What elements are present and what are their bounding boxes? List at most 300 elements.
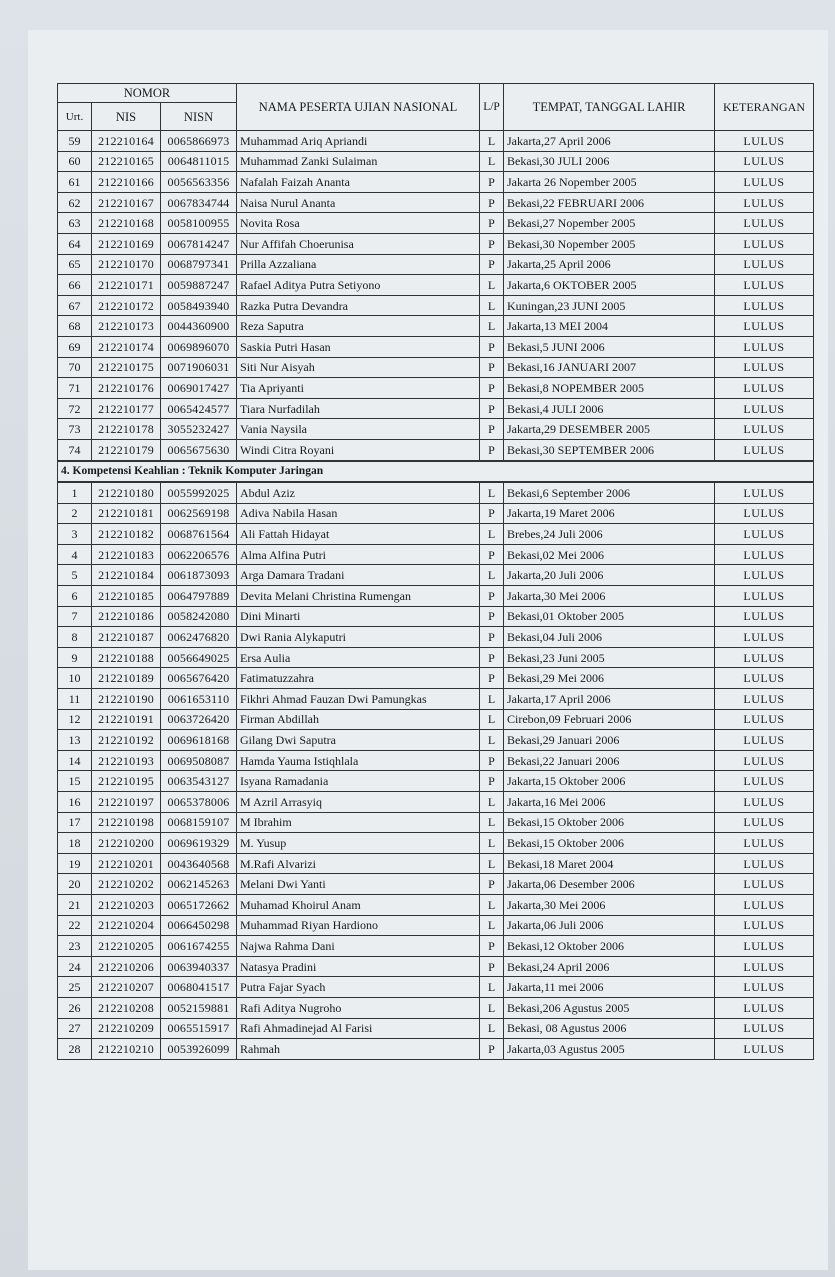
row-lp: P — [480, 398, 504, 419]
row-lp: P — [480, 647, 504, 668]
row-lp: L — [480, 894, 504, 915]
row-nama: Firman Abdillah — [237, 709, 480, 730]
row-number: 24 — [58, 956, 92, 977]
row-nis: 212210165 — [92, 151, 161, 172]
row-nama: Razka Putra Devandra — [237, 295, 480, 316]
table-row — [58, 606, 814, 627]
row-lp: P — [480, 439, 504, 460]
table-row — [58, 894, 814, 915]
row-nis: 212210190 — [92, 689, 161, 710]
row-keterangan: LULUS — [715, 565, 814, 586]
row-nama: Muhammad Zanki Sulaiman — [237, 151, 480, 172]
row-number: 13 — [58, 730, 92, 751]
row-keterangan: LULUS — [715, 357, 814, 378]
header-nomor: NOMOR — [58, 84, 237, 103]
row-nis: 212210167 — [92, 192, 161, 213]
row-nama: Adiva Nabila Hasan — [237, 503, 480, 524]
row-nama: Siti Nur Aisyah — [237, 357, 480, 378]
row-lp: L — [480, 833, 504, 854]
row-keterangan: LULUS — [715, 689, 814, 710]
row-nama: Alma Alfina Putri — [237, 544, 480, 565]
row-number: 70 — [58, 357, 92, 378]
row-nisn: 0064797889 — [161, 586, 237, 607]
row-keterangan: LULUS — [715, 503, 814, 524]
row-nis: 212210177 — [92, 398, 161, 419]
row-keterangan: LULUS — [715, 172, 814, 193]
row-nama: Rafael Aditya Putra Setiyono — [237, 275, 480, 296]
row-lp: P — [480, 192, 504, 213]
table-body-tkj-section — [58, 482, 814, 1059]
table-row — [58, 915, 814, 936]
row-number: 21 — [58, 894, 92, 915]
row-nama: Hamda Yauma Istiqhlala — [237, 750, 480, 771]
row-nisn: 0061873093 — [161, 565, 237, 586]
row-nama: Melani Dwi Yanti — [237, 874, 480, 895]
row-keterangan: LULUS — [715, 853, 814, 874]
row-nisn: 0052159881 — [161, 997, 237, 1018]
row-lp: L — [480, 915, 504, 936]
table-row — [58, 997, 814, 1018]
row-lp: L — [480, 997, 504, 1018]
row-nis: 212210201 — [92, 853, 161, 874]
row-number: 61 — [58, 172, 92, 193]
row-number: 65 — [58, 254, 92, 275]
row-nisn: 0064811015 — [161, 151, 237, 172]
row-ttl: Bekasi,8 NOPEMBER 2005 — [504, 378, 715, 399]
row-nis: 212210181 — [92, 503, 161, 524]
row-keterangan: LULUS — [715, 750, 814, 771]
row-keterangan: LULUS — [715, 894, 814, 915]
row-keterangan: LULUS — [715, 874, 814, 895]
row-nis: 212210183 — [92, 544, 161, 565]
row-nisn: 0063543127 — [161, 771, 237, 792]
row-nis: 212210193 — [92, 750, 161, 771]
row-lp: P — [480, 586, 504, 607]
table-row — [58, 627, 814, 648]
row-ttl: Jakarta,27 April 2006 — [504, 131, 715, 152]
row-number: 12 — [58, 709, 92, 730]
row-nama: Fikhri Ahmad Fauzan Dwi Pamungkas — [237, 689, 480, 710]
row-number: 18 — [58, 833, 92, 854]
row-nisn: 3055232427 — [161, 419, 237, 440]
row-nis: 212210184 — [92, 565, 161, 586]
row-lp: P — [480, 936, 504, 957]
row-ttl: Bekasi,29 Mei 2006 — [504, 668, 715, 689]
row-keterangan: LULUS — [715, 1039, 814, 1060]
row-keterangan: LULUS — [715, 730, 814, 751]
row-lp: P — [480, 1039, 504, 1060]
row-nis: 212210191 — [92, 709, 161, 730]
header-nisn: NISN — [161, 103, 237, 131]
row-number: 5 — [58, 565, 92, 586]
row-lp: P — [480, 378, 504, 399]
row-nis: 212210172 — [92, 295, 161, 316]
row-number: 59 — [58, 131, 92, 152]
row-number: 69 — [58, 336, 92, 357]
row-ttl: Jakarta,19 Maret 2006 — [504, 503, 715, 524]
row-keterangan: LULUS — [715, 378, 814, 399]
row-ttl: Bekasi, 08 Agustus 2006 — [504, 1018, 715, 1039]
row-nama: Natasya Pradini — [237, 956, 480, 977]
row-nisn: 0061674255 — [161, 936, 237, 957]
row-number: 4 — [58, 544, 92, 565]
row-nis: 212210192 — [92, 730, 161, 751]
row-lp: P — [480, 419, 504, 440]
row-ttl: Bekasi,12 Oktober 2006 — [504, 936, 715, 957]
row-nisn: 0053926099 — [161, 1039, 237, 1060]
row-lp: L — [480, 295, 504, 316]
row-ttl: Bekasi,4 JULI 2006 — [504, 398, 715, 419]
row-ttl: Bekasi,30 JULI 2006 — [504, 151, 715, 172]
table-row — [58, 812, 814, 833]
row-nisn: 0071906031 — [161, 357, 237, 378]
row-number: 74 — [58, 439, 92, 460]
row-nisn: 0068041517 — [161, 977, 237, 998]
row-lp: P — [480, 627, 504, 648]
row-number: 28 — [58, 1039, 92, 1060]
table-row — [58, 482, 814, 503]
table-row — [58, 151, 814, 172]
row-ttl: Bekasi,01 Oktober 2005 — [504, 606, 715, 627]
row-nis: 212210187 — [92, 627, 161, 648]
row-lp: P — [480, 956, 504, 977]
row-lp: P — [480, 606, 504, 627]
table-row — [58, 213, 814, 234]
row-nisn: 0058100955 — [161, 213, 237, 234]
row-nis: 212210185 — [92, 586, 161, 607]
row-keterangan: LULUS — [715, 771, 814, 792]
row-ttl: Kuningan,23 JUNI 2005 — [504, 295, 715, 316]
row-nama: Dwi Rania Alykaputri — [237, 627, 480, 648]
row-nisn: 0066450298 — [161, 915, 237, 936]
row-lp: P — [480, 771, 504, 792]
row-keterangan: LULUS — [715, 956, 814, 977]
table-row — [58, 254, 814, 275]
row-number: 73 — [58, 419, 92, 440]
row-nama: M. Yusup — [237, 833, 480, 854]
row-ttl: Bekasi,30 SEPTEMBER 2006 — [504, 439, 715, 460]
row-nis: 212210210 — [92, 1039, 161, 1060]
row-keterangan: LULUS — [715, 275, 814, 296]
row-lp: L — [480, 977, 504, 998]
row-nis: 212210180 — [92, 482, 161, 503]
row-nama: M Azril Arrasyiq — [237, 792, 480, 813]
row-nama: Isyana Ramadania — [237, 771, 480, 792]
table-row — [58, 689, 814, 710]
table-row — [58, 544, 814, 565]
row-keterangan: LULUS — [715, 936, 814, 957]
table-row — [58, 833, 814, 854]
row-number: 8 — [58, 627, 92, 648]
table-row — [58, 792, 814, 813]
row-keterangan: LULUS — [715, 524, 814, 545]
row-nisn: 0067814247 — [161, 233, 237, 254]
row-ttl: Jakarta,16 Mei 2006 — [504, 792, 715, 813]
row-ttl: Bekasi,6 September 2006 — [504, 482, 715, 503]
row-keterangan: LULUS — [715, 295, 814, 316]
row-nisn: 0069619329 — [161, 833, 237, 854]
table-body-previous-section — [58, 131, 814, 461]
row-number: 19 — [58, 853, 92, 874]
row-ttl: Bekasi,15 Oktober 2006 — [504, 812, 715, 833]
section-title: 4. Kompetensi Keahlian : Teknik Komputer Jaringan — [58, 461, 814, 483]
row-ttl: Jakarta,11 mei 2006 — [504, 977, 715, 998]
row-keterangan: LULUS — [715, 439, 814, 460]
row-nama: Najwa Rahma Dani — [237, 936, 480, 957]
row-keterangan: LULUS — [715, 131, 814, 152]
table-row — [58, 275, 814, 296]
row-lp: P — [480, 233, 504, 254]
row-nis: 212210168 — [92, 213, 161, 234]
row-nis: 212210166 — [92, 172, 161, 193]
row-number: 22 — [58, 915, 92, 936]
row-number: 10 — [58, 668, 92, 689]
table-row — [58, 439, 814, 460]
row-keterangan: LULUS — [715, 997, 814, 1018]
row-ttl: Bekasi,22 FEBRUARI 2006 — [504, 192, 715, 213]
row-ttl: Jakarta,6 OKTOBER 2005 — [504, 275, 715, 296]
row-keterangan: LULUS — [715, 419, 814, 440]
row-keterangan: LULUS — [715, 833, 814, 854]
row-nisn: 0065172662 — [161, 894, 237, 915]
table-row — [58, 316, 814, 337]
row-keterangan: LULUS — [715, 709, 814, 730]
row-ttl: Jakarta 26 Nopember 2005 — [504, 172, 715, 193]
table-row — [58, 419, 814, 440]
row-lp: P — [480, 668, 504, 689]
row-nisn: 0059887247 — [161, 275, 237, 296]
row-ttl: Bekasi,23 Juni 2005 — [504, 647, 715, 668]
table-header — [58, 84, 814, 131]
row-nama: Reza Saputra — [237, 316, 480, 337]
row-keterangan: LULUS — [715, 915, 814, 936]
graduation-table-container — [57, 83, 813, 1060]
row-ttl: Jakarta,13 MEI 2004 — [504, 316, 715, 337]
row-lp: L — [480, 482, 504, 503]
row-nama: Nafalah Faizah Ananta — [237, 172, 480, 193]
row-lp: P — [480, 254, 504, 275]
table-row — [58, 730, 814, 751]
header-keterangan: KETERANGAN — [715, 84, 814, 131]
row-ttl: Jakarta,06 Juli 2006 — [504, 915, 715, 936]
row-nisn: 0061653110 — [161, 689, 237, 710]
row-number: 71 — [58, 378, 92, 399]
row-number: 20 — [58, 874, 92, 895]
row-ttl: Jakarta,15 Oktober 2006 — [504, 771, 715, 792]
section-header-body — [58, 461, 814, 483]
table-row — [58, 874, 814, 895]
row-nama: Muhamad Khoirul Anam — [237, 894, 480, 915]
row-keterangan: LULUS — [715, 627, 814, 648]
row-lp: P — [480, 544, 504, 565]
row-nisn: 0068761564 — [161, 524, 237, 545]
table-row — [58, 295, 814, 316]
row-nisn: 0069017427 — [161, 378, 237, 399]
row-nis: 212210169 — [92, 233, 161, 254]
row-nisn: 0065675630 — [161, 439, 237, 460]
table-row — [58, 378, 814, 399]
row-nis: 212210173 — [92, 316, 161, 337]
row-lp: P — [480, 874, 504, 895]
table-row — [58, 709, 814, 730]
row-ttl: Bekasi,29 Januari 2006 — [504, 730, 715, 751]
row-nama: Saskia Putri Hasan — [237, 336, 480, 357]
row-lp: L — [480, 709, 504, 730]
row-keterangan: LULUS — [715, 254, 814, 275]
row-ttl: Bekasi,5 JUNI 2006 — [504, 336, 715, 357]
row-keterangan: LULUS — [715, 668, 814, 689]
row-nisn: 0043640568 — [161, 853, 237, 874]
row-nama: Rahmah — [237, 1039, 480, 1060]
row-nis: 212210188 — [92, 647, 161, 668]
row-nama: Rafi Ahmadinejad Al Farisi — [237, 1018, 480, 1039]
row-lp: P — [480, 503, 504, 524]
row-keterangan: LULUS — [715, 1018, 814, 1039]
row-nis: 212210207 — [92, 977, 161, 998]
row-lp: L — [480, 524, 504, 545]
row-nis: 212210202 — [92, 874, 161, 895]
row-lp: L — [480, 689, 504, 710]
row-nis: 212210179 — [92, 439, 161, 460]
row-nis: 212210164 — [92, 131, 161, 152]
row-keterangan: LULUS — [715, 192, 814, 213]
row-number: 26 — [58, 997, 92, 1018]
row-nisn: 0056563356 — [161, 172, 237, 193]
row-nisn: 0058242080 — [161, 606, 237, 627]
row-lp: L — [480, 853, 504, 874]
row-nis: 212210208 — [92, 997, 161, 1018]
table-row — [58, 398, 814, 419]
row-nama: Abdul Aziz — [237, 482, 480, 503]
row-lp: L — [480, 1018, 504, 1039]
row-nama: Dini Minarti — [237, 606, 480, 627]
row-lp: L — [480, 316, 504, 337]
row-nama: Vania Naysila — [237, 419, 480, 440]
row-number: 14 — [58, 750, 92, 771]
table-row — [58, 1039, 814, 1060]
row-lp: P — [480, 357, 504, 378]
row-ttl: Cirebon,09 Februari 2006 — [504, 709, 715, 730]
row-keterangan: LULUS — [715, 977, 814, 998]
row-number: 64 — [58, 233, 92, 254]
row-nama: M Ibrahim — [237, 812, 480, 833]
table-row — [58, 853, 814, 874]
row-nisn: 0069508087 — [161, 750, 237, 771]
row-nis: 212210209 — [92, 1018, 161, 1039]
row-number: 17 — [58, 812, 92, 833]
row-nisn: 0069896070 — [161, 336, 237, 357]
table-row — [58, 1018, 814, 1039]
row-keterangan: LULUS — [715, 316, 814, 337]
row-nisn: 0044360900 — [161, 316, 237, 337]
row-lp: P — [480, 172, 504, 193]
table-row — [58, 524, 814, 545]
header-urt: Urt. — [58, 103, 92, 131]
row-ttl: Bekasi,27 Nopember 2005 — [504, 213, 715, 234]
row-number: 66 — [58, 275, 92, 296]
row-ttl: Bekasi,16 JANUARI 2007 — [504, 357, 715, 378]
row-nama: Fatimatuzzahra — [237, 668, 480, 689]
row-nisn: 0065866973 — [161, 131, 237, 152]
row-nisn: 0065676420 — [161, 668, 237, 689]
table-row — [58, 565, 814, 586]
row-nis: 212210205 — [92, 936, 161, 957]
row-nama: Arga Damara Tradani — [237, 565, 480, 586]
row-nama: Devita Melani Christina Rumengan — [237, 586, 480, 607]
row-nis: 212210204 — [92, 915, 161, 936]
table-row — [58, 586, 814, 607]
row-nama: Ali Fattah Hidayat — [237, 524, 480, 545]
row-nis: 212210186 — [92, 606, 161, 627]
row-nis: 212210170 — [92, 254, 161, 275]
row-number: 60 — [58, 151, 92, 172]
row-nama: Nur Affifah Choerunisa — [237, 233, 480, 254]
row-nama: M.Rafi Alvarizi — [237, 853, 480, 874]
row-number: 9 — [58, 647, 92, 668]
row-nisn: 0062145263 — [161, 874, 237, 895]
row-number: 67 — [58, 295, 92, 316]
table-row — [58, 956, 814, 977]
row-ttl: Bekasi,30 Nopember 2005 — [504, 233, 715, 254]
row-ttl: Bekasi,22 Januari 2006 — [504, 750, 715, 771]
row-nama: Tiara Nurfadilah — [237, 398, 480, 419]
row-nama: Putra Fajar Syach — [237, 977, 480, 998]
row-lp: P — [480, 336, 504, 357]
row-number: 62 — [58, 192, 92, 213]
row-nis: 212210203 — [92, 894, 161, 915]
row-nisn: 0065515917 — [161, 1018, 237, 1039]
header-nama: NAMA PESERTA UJIAN NASIONAL — [237, 84, 480, 131]
row-ttl: Jakarta,30 Mei 2006 — [504, 586, 715, 607]
row-ttl: Brebes,24 Juli 2006 — [504, 524, 715, 545]
row-ttl: Bekasi,02 Mei 2006 — [504, 544, 715, 565]
row-keterangan: LULUS — [715, 482, 814, 503]
row-number: 27 — [58, 1018, 92, 1039]
row-lp: L — [480, 151, 504, 172]
row-number: 63 — [58, 213, 92, 234]
row-keterangan: LULUS — [715, 812, 814, 833]
row-nisn: 0055992025 — [161, 482, 237, 503]
table-row — [58, 647, 814, 668]
row-keterangan: LULUS — [715, 647, 814, 668]
row-ttl: Bekasi,24 April 2006 — [504, 956, 715, 977]
header-ttl: TEMPAT, TANGGAL LAHIR — [504, 84, 715, 131]
table-row — [58, 357, 814, 378]
row-number: 16 — [58, 792, 92, 813]
row-keterangan: LULUS — [715, 398, 814, 419]
row-number: 72 — [58, 398, 92, 419]
row-nisn: 0065378006 — [161, 792, 237, 813]
graduation-table — [57, 83, 814, 1060]
table-row — [58, 977, 814, 998]
row-nisn: 0068797341 — [161, 254, 237, 275]
row-number: 11 — [58, 689, 92, 710]
table-row — [58, 668, 814, 689]
row-lp: L — [480, 565, 504, 586]
row-nisn: 0067834744 — [161, 192, 237, 213]
row-number: 2 — [58, 503, 92, 524]
row-nama: Prilla Azzaliana — [237, 254, 480, 275]
row-keterangan: LULUS — [715, 792, 814, 813]
row-nama: Rafi Aditya Nugroho — [237, 997, 480, 1018]
row-keterangan: LULUS — [715, 586, 814, 607]
row-nisn: 0068159107 — [161, 812, 237, 833]
row-nama: Tia Apriyanti — [237, 378, 480, 399]
row-keterangan: LULUS — [715, 213, 814, 234]
table-row — [58, 192, 814, 213]
row-lp: L — [480, 812, 504, 833]
row-nis: 212210200 — [92, 833, 161, 854]
